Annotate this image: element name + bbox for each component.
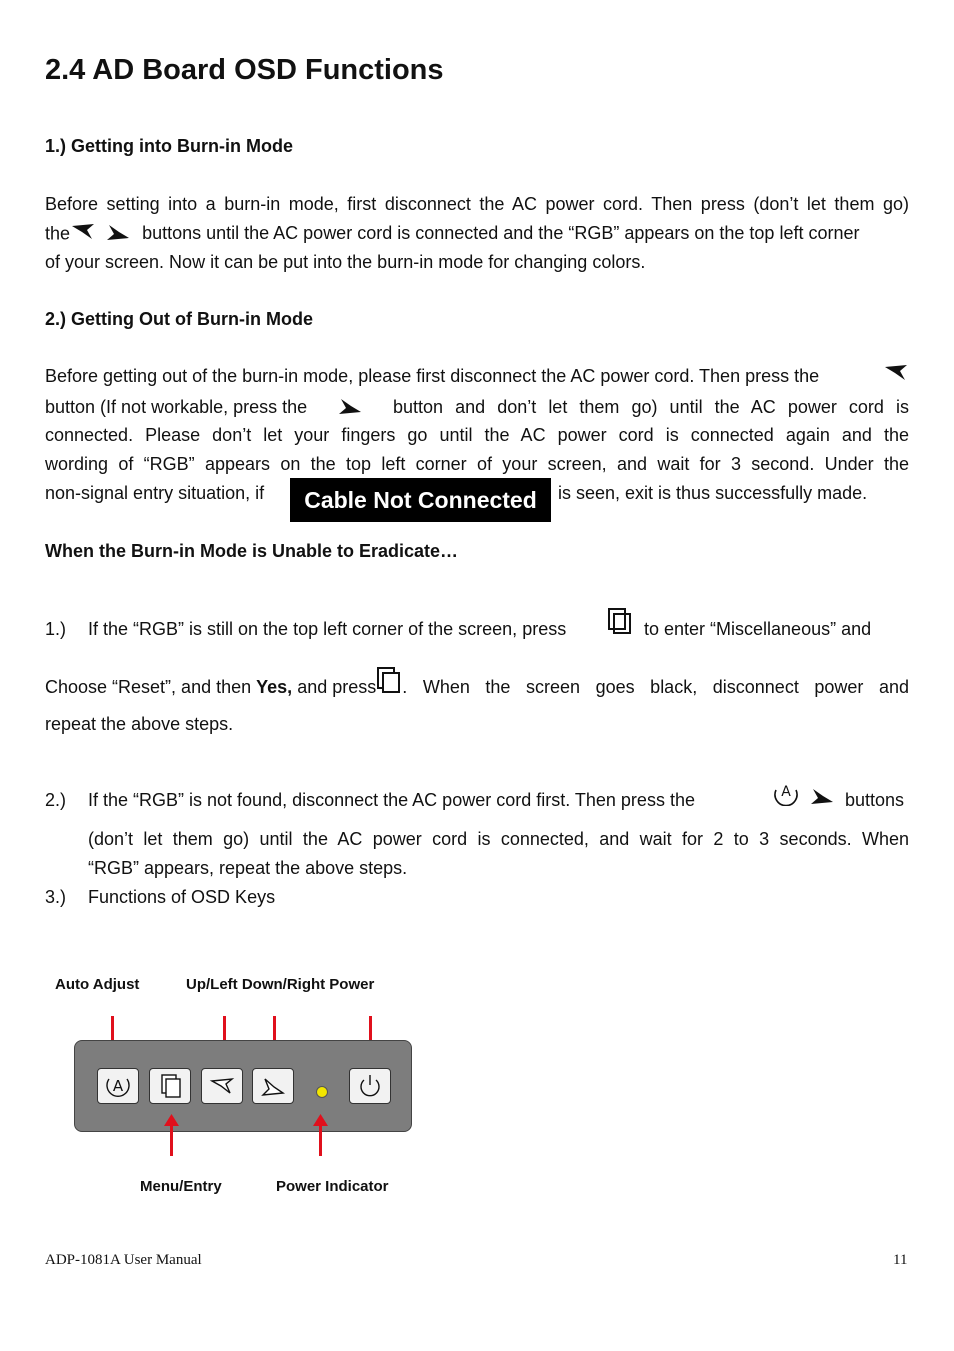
up-right-arrow-icon: [809, 787, 835, 810]
down-left-arrow-icon: [70, 223, 96, 246]
auto-adjust-icon: [98, 1069, 138, 1103]
list-number: 2.): [45, 790, 67, 810]
power-icon: [350, 1069, 390, 1103]
menu-entry-icon: [607, 607, 633, 640]
text-fragment: button (If not workable, press the: [45, 397, 308, 417]
list-item-text: buttons: [845, 790, 905, 810]
menu-entry-icon: [376, 666, 402, 699]
svg-text:A: A: [781, 784, 791, 800]
text-bold-yes: Yes,: [256, 677, 293, 697]
label-power-indicator: Power Indicator: [276, 1178, 389, 1195]
down-left-arrow-icon: [883, 364, 909, 387]
paragraph-line: [45, 397, 909, 420]
up-right-arrow-icon: [337, 397, 363, 420]
up-left-button[interactable]: [201, 1068, 243, 1104]
list-item-text: “RGB” appears, repeat the above steps.: [88, 858, 408, 878]
text-fragment: and press: [297, 677, 377, 697]
down-left-arrow-icon: [202, 1069, 242, 1103]
paragraph-line: is seen, exit is thus successfully made.: [558, 483, 868, 503]
power-indicator-led: [316, 1086, 328, 1098]
down-right-button[interactable]: [252, 1068, 294, 1104]
section-heading-getting-out: 2.) Getting Out of Burn-in Mode: [45, 309, 313, 329]
up-right-arrow-icon: [105, 223, 131, 246]
page-title: 2.4 AD Board OSD Functions: [45, 54, 444, 86]
label-up-left-down-right-power: Up/Left Down/Right Power: [186, 976, 375, 993]
label-auto-adjust: Auto Adjust: [55, 976, 140, 993]
list-item-text: If the “RGB” is not found, disconnect the AC power cord first. Then press the: [88, 790, 695, 810]
power-button[interactable]: [349, 1068, 391, 1104]
auto-adjust-glyph: A: [112, 1077, 124, 1095]
text-fragment: . When the screen goes black, disconnect power and: [402, 677, 909, 698]
paragraph-line: repeat the above steps.: [45, 714, 234, 734]
text-fragment: the: [45, 223, 71, 244]
text-fragment: Choose “Reset”, and then: [45, 677, 252, 697]
list-item-text: (don’t let them go) until the AC power cord is connected, and wait for 2 to 3 seconds. When: [88, 829, 909, 849]
up-right-arrow-icon: [253, 1069, 293, 1103]
list-item-text: Functions of OSD Keys: [88, 887, 276, 907]
section-heading-unable: When the Burn-in Mode is Unable to Eradicate…: [45, 541, 459, 561]
cable-not-connected-badge: Cable Not Connected: [290, 478, 551, 522]
list-item-text: to enter “Miscellaneous” and: [644, 619, 872, 639]
paragraph-line: non-signal entry situation, if: [45, 483, 265, 503]
paragraph-line: of your screen. Now it can be put into the burn-in mode for changing colors.: [45, 252, 646, 272]
paragraph-line: [45, 366, 909, 387]
auto-adjust-button[interactable]: [97, 1068, 139, 1104]
paragraph-line: [45, 223, 909, 246]
section-heading-getting-into: 1.) Getting into Burn-in Mode: [45, 136, 293, 156]
footer-page-number: 11: [893, 1252, 908, 1268]
list-number: 1.): [45, 619, 67, 639]
text-fragment: buttons until the AC power cord is connected and the “RGB” appears on the top left corner: [142, 223, 860, 244]
paragraph-line: Before setting into a burn-in mode, first disconnect the AC power cord. Then press (don’t let them go): [45, 194, 909, 214]
paragraph-line: wording of “RGB” appears on the top left corner of your screen, and wait for 3 second. Under the: [45, 454, 909, 474]
list-number: 3.): [45, 887, 67, 907]
arrowhead-up-icon: [313, 1114, 328, 1126]
text-fragment: button and don’t let them go) until the AC power cord is: [393, 397, 909, 417]
footer-manual-name: ADP-1081A User Manual: [45, 1252, 202, 1268]
menu-entry-icon: [150, 1069, 190, 1103]
paragraph-line: connected. Please don’t let your fingers go until the AC power cord is connected again and the: [45, 425, 909, 445]
text-fragment: Before getting out of the burn-in mode, please first disconnect the AC power cord. Then press the: [45, 366, 820, 386]
arrowhead-up-icon: [164, 1114, 179, 1126]
auto-adjust-icon: [771, 780, 801, 811]
menu-entry-button[interactable]: [149, 1068, 191, 1104]
list-item-text: If the “RGB” is still on the top left corner of the screen, press: [88, 619, 567, 639]
pointer-arrow-power-indicator: [319, 1122, 322, 1156]
paragraph-line: [45, 677, 909, 699]
label-menu-entry: Menu/Entry: [140, 1178, 222, 1195]
pointer-arrow-menu: [170, 1122, 173, 1156]
